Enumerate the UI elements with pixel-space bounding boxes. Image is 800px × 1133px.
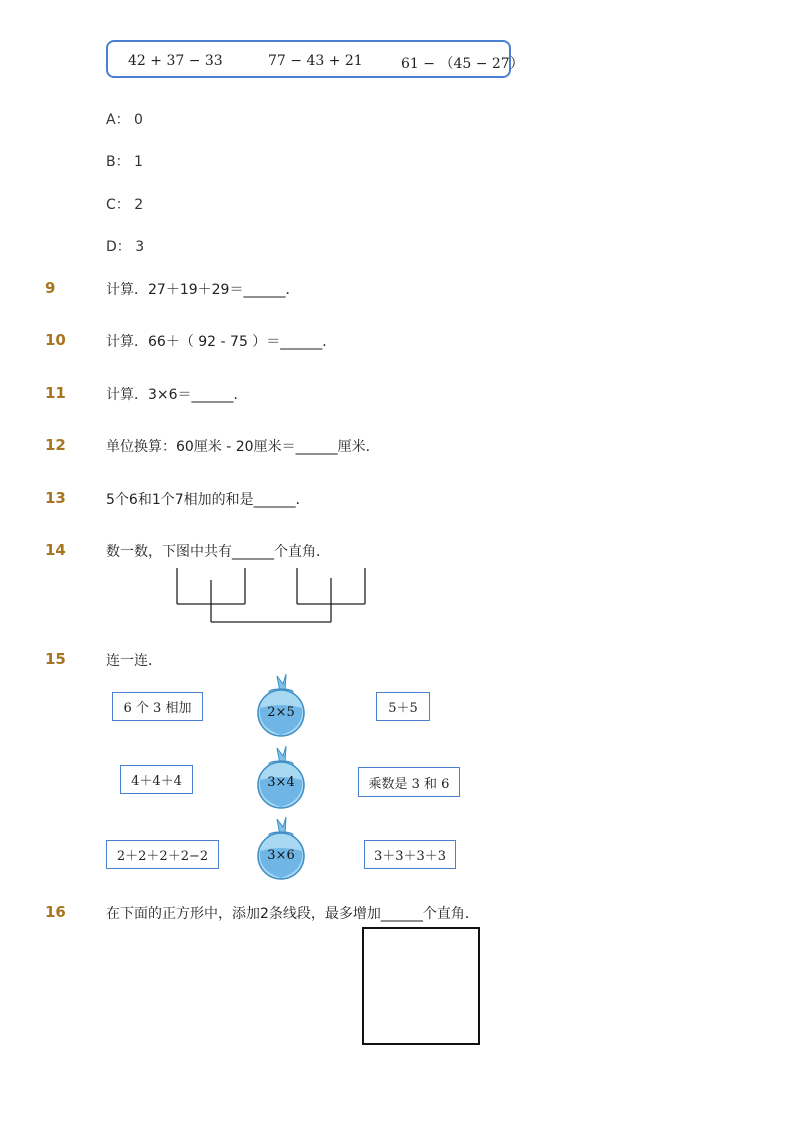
bowl-label-1: 2×5 (267, 705, 295, 720)
question-number-14: 14 (45, 541, 66, 559)
fishbowl-2[interactable] (253, 744, 309, 814)
option-c[interactable]: C： 2 (106, 197, 144, 213)
question-text-11: 计算．3×6＝______． (106, 387, 248, 403)
question-text-13: 5个6和1个7相加的和是______． (106, 492, 310, 508)
question-number-11: 11 (45, 384, 66, 402)
right-angle-figure (170, 562, 375, 628)
question-number-13: 13 (45, 489, 66, 507)
fishbowl-3[interactable] (253, 815, 309, 885)
question-number-15: 15 (45, 650, 66, 668)
right-box-3[interactable]: 3＋3＋3＋3 (364, 840, 456, 869)
question-number-16: 16 (45, 903, 66, 921)
question-text-12: 单位换算：60厘米 - 20厘米＝______厘米． (106, 439, 380, 455)
right-box-1[interactable]: 5＋5 (376, 692, 430, 721)
question-text-9: 计算．27＋19＋29＝______． (106, 282, 300, 298)
option-a[interactable]: A： 0 (106, 112, 143, 128)
question-number-9: 9 (45, 279, 56, 297)
left-box-2[interactable]: 4＋4＋4 (120, 765, 193, 794)
bowl-label-3: 3×6 (267, 848, 295, 863)
expression-box (106, 40, 524, 78)
question-text-10: 计算．66＋（ 92 - 75 ）＝______． (106, 334, 337, 350)
question-number-12: 12 (45, 436, 66, 454)
expression-3: 61 − （45 − 27） (401, 56, 524, 72)
fishbowl-1[interactable] (253, 672, 309, 742)
expression-1: 42 + 37 − 33 (128, 53, 223, 69)
left-box-3[interactable]: 2＋2＋2＋2−2 (106, 840, 219, 869)
expression-2: 77 − 43 + 21 (268, 53, 363, 69)
question-text-14: 数一数，下图中共有______个直角． (106, 544, 330, 560)
question-number-10: 10 (45, 331, 66, 349)
question-text-16: 在下面的正方形中，添加2条线段，最多增加______个直角． (106, 906, 479, 922)
left-box-1[interactable]: 6 个 3 相加 (112, 692, 203, 721)
square-figure (362, 927, 480, 1045)
bowl-label-2: 3×4 (267, 775, 295, 790)
option-d[interactable]: D： 3 (106, 239, 145, 255)
option-b[interactable]: B： 1 (106, 154, 143, 170)
right-box-2[interactable]: 乘数是 3 和 6 (358, 767, 460, 797)
question-text-15: 连一连． (106, 653, 162, 669)
